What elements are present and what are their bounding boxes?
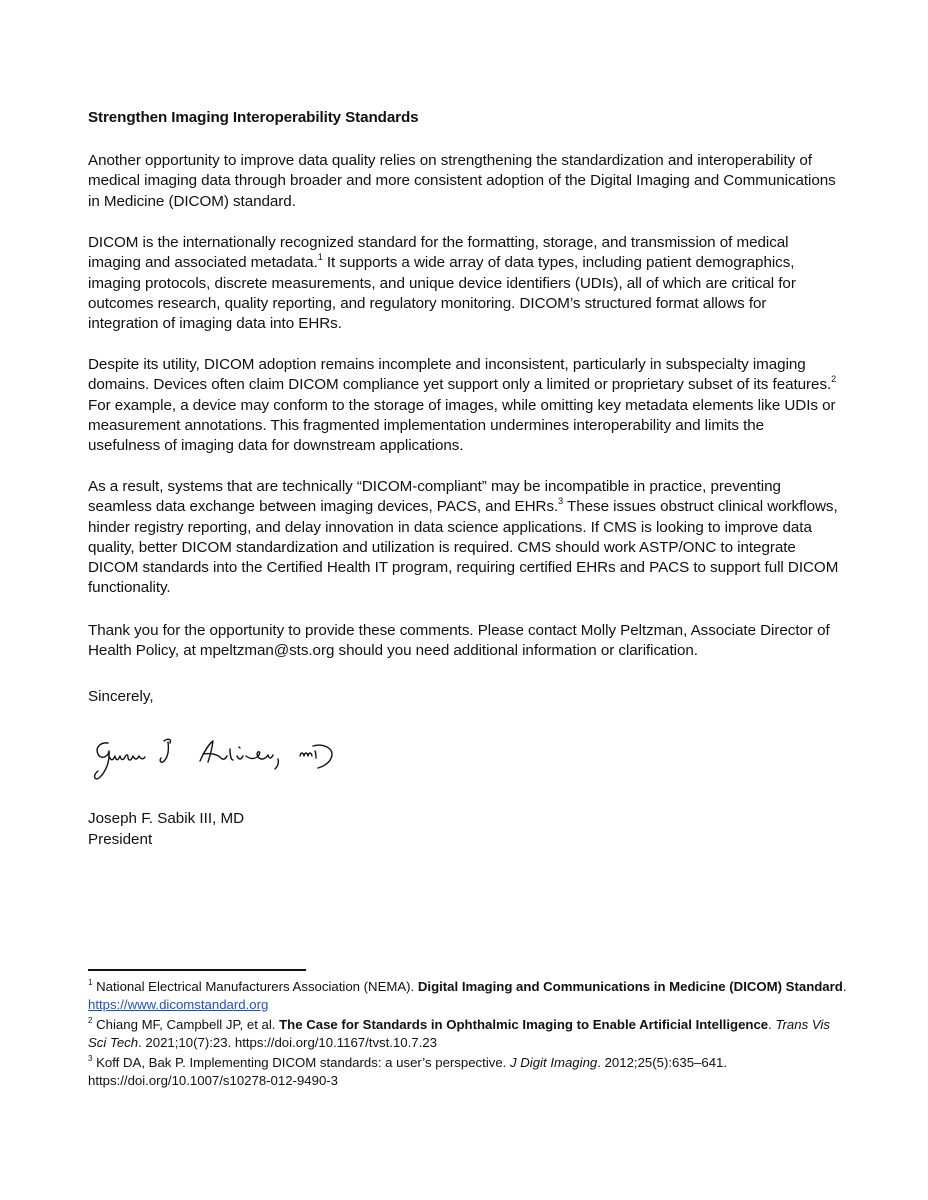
section-heading: Strengthen Imaging Interoperability Standards [88, 109, 419, 126]
footnote-journal: Trans Vis Sci Tech [88, 1017, 830, 1050]
footnote-ref: 3 [558, 496, 564, 507]
footnote-text: . [842, 979, 847, 994]
paragraph-text: DICOM is the internationally recognized standard for the formatting, storage, and transmission of medical imaging and associated metadata. [88, 234, 789, 272]
paragraph-intro-text: Another opportunity to improve data quality relies on strengthening the standardization and interoperability of medical imaging data through broader and more consistent adoption of the Digital Imaging and Communications in Medicine (DICOM) standard. [88, 152, 836, 210]
footnote-text: . 2021;10(7):23. https://doi.org/10.1167/tvst.10.7.23 [138, 1034, 437, 1050]
footnote-text: Koff DA, Bak P. Implementing DICOM standards: a user’s perspective. [92, 1055, 511, 1070]
paragraph-result [88, 477, 840, 599]
footnote-ref: 1 [317, 252, 323, 263]
footnote-ref: 2 [831, 374, 837, 385]
footnote-title: The Case for Standards in Ophthalmic Imaging to Enable Artificial Intelligence [279, 1017, 769, 1032]
paragraph-text: These issues obstruct clinical workflows, hinder registry reporting, and delay innovation in data science applications. If CMS is looking to improve data quality, better DICOM standardization and utilization is required. CMS should work ASTP/ONC to integrate DICOM standards into the Certified Health IT program, requiring certified EHRs and PACS to support full DICOM functionality. [88, 498, 839, 597]
paragraph-thanks [88, 621, 840, 662]
paragraph-text: It supports a wide array of data types, including patient demographics, imaging protocols, discrete measurements, and unique device identifiers (UDIs), all of which are critical for outcomes research, quality reporting, and regulatory monitoring. DICOM’s structured format allows for integration of imaging data into EHRs. [88, 254, 796, 333]
paragraph-dicom-overview [88, 233, 840, 334]
footnote-text: . 2012;25(5):635–641. https://doi.org/10.1007/s10278-012-9490-3 [88, 1055, 728, 1088]
footnote-3 [88, 1054, 848, 1090]
footnote-number: 3 [88, 1053, 93, 1063]
footnote-text: . [768, 1017, 776, 1032]
signer-title: President [88, 831, 153, 848]
paragraph-text: For example, a device may conform to the storage of images, while omitting key metadata elements like UDIs or measurement annotations. This fragmented implementation undermines interoperability and limits the usefulness of imaging data for downstream applications. [88, 396, 836, 455]
footnote-2 [88, 1016, 848, 1052]
footnote-link[interactable]: https://www.dicomstandard.org [88, 996, 269, 1012]
footnote-1 [88, 978, 848, 1014]
paragraph-intro [88, 151, 840, 212]
paragraph-thanks-text: Thank you for the opportunity to provide these comments. Please contact Molly Peltzman, Associate Director of Health Policy, at mpeltzman@sts.org should you need additional information or clarification. [88, 622, 830, 660]
paragraph-adoption [88, 355, 840, 456]
footnote-text: Chiang MF, Campbell JP, et al. [92, 1017, 280, 1032]
footnote-divider [88, 969, 306, 971]
footnote-number: 2 [88, 1015, 93, 1025]
paragraph-text: Despite its utility, DICOM adoption remains incomplete and inconsistent, particularly in subspecialty imaging domains. Devices often claim DICOM compliance yet support only a limited or proprietary subset of its features. [88, 356, 832, 394]
closing-salutation: Sincerely, [88, 688, 154, 705]
footnote-journal: J Digit Imaging [510, 1055, 598, 1070]
footnote-title: Digital Imaging and Communications in Medicine (DICOM) Standard [417, 979, 843, 994]
footnote-number: 1 [88, 977, 93, 987]
paragraph-text: As a result, systems that are technically “DICOM-compliant” may be incompatible in practice, preventing seamless data exchange between imaging devices, PACS, and EHRs. [88, 478, 781, 516]
signer-name: Joseph F. Sabik III, MD [88, 810, 245, 827]
handwritten-signature [92, 734, 342, 782]
footnote-text: National Electrical Manufacturers Association (NEMA). [92, 979, 418, 994]
